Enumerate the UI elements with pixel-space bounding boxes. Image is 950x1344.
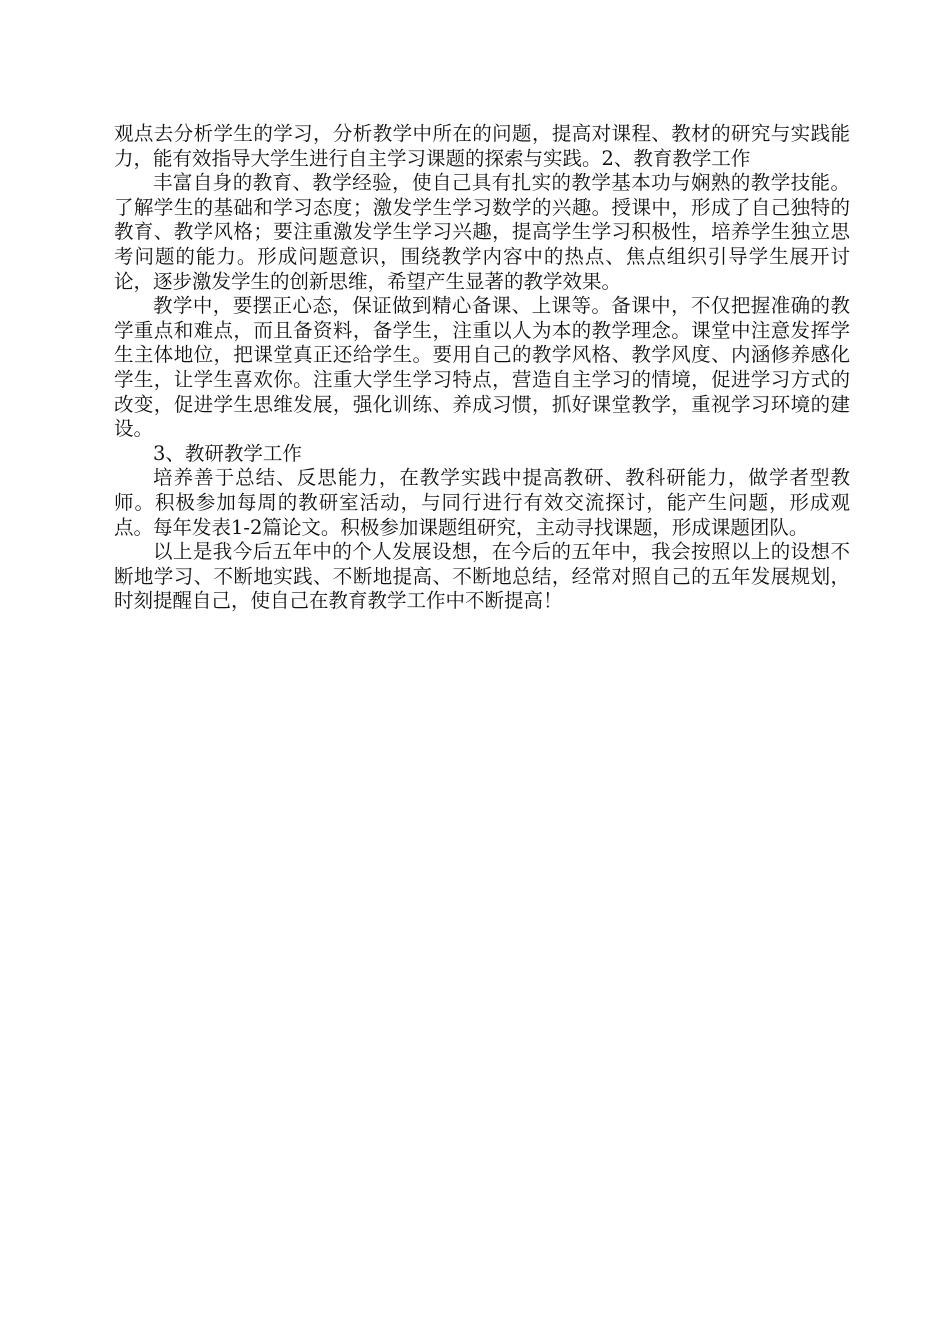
paragraph-continuation: 观点去分析学生的学习，分析教学中所在的问题，提高对课程、教材的研究与实践能力，能有效指导大学生进行自主学习课题的探索与实践。2、教育教学工作: [114, 122, 850, 170]
paragraph-classroom-teaching: 教学中，要摆正心态，保证做到精心备课、上课等。备课中，不仅把握准确的教学重点和难点，而且备资料，备学生，注重以人为本的教学理念。课堂中注意发挥学生主体地位，把课堂真正还给学生。要用自己的教学风格、教学风度、内涵修养感化学生，让学生喜欢你。注重大学生学习特点，营造自主学习的情境，促进学习方式的改变，促进学生思维发展，强化训练、养成习惯，抓好课堂教学，重视学习环境的建设。: [114, 294, 850, 441]
document-body: [114, 122, 850, 614]
paragraph-teaching-experience: 丰富自身的教育、教学经验，使自己具有扎实的教学基本功与娴熟的教学技能。了解学生的基础和学习态度；激发学生学习数学的兴趣。授课中，形成了自己独特的教育、教学风格；要注重激发学生学习兴趣，提高学生学习积极性，培养学生独立思考问题的能力。形成问题意识，围绕教学内容中的热点、焦点组织引导学生展开讨论，逐步激发学生的创新思维，希望产生显著的教学效果。: [114, 171, 850, 293]
section-heading-research: 3、教研教学工作: [153, 441, 302, 465]
paragraph-conclusion: 以上是我今后五年中的个人发展设想，在今后的五年中，我会按照以上的设想不断地学习、不断地实践、不断地提高、不断地总结，经常对照自己的五年发展规划，时刻提醒自己，使自己在教育教学工作中不断提高！: [114, 540, 850, 613]
paragraph-research-ability: 培养善于总结、反思能力，在教学实践中提高教研、教科研能力，做学者型教师。积极参加每周的教研室活动，与同行进行有效交流探讨，能产生问题，形成观点。每年发表1-2篇论文。积极参加课题组研究，主动寻找课题，形成课题团队。: [114, 466, 850, 539]
